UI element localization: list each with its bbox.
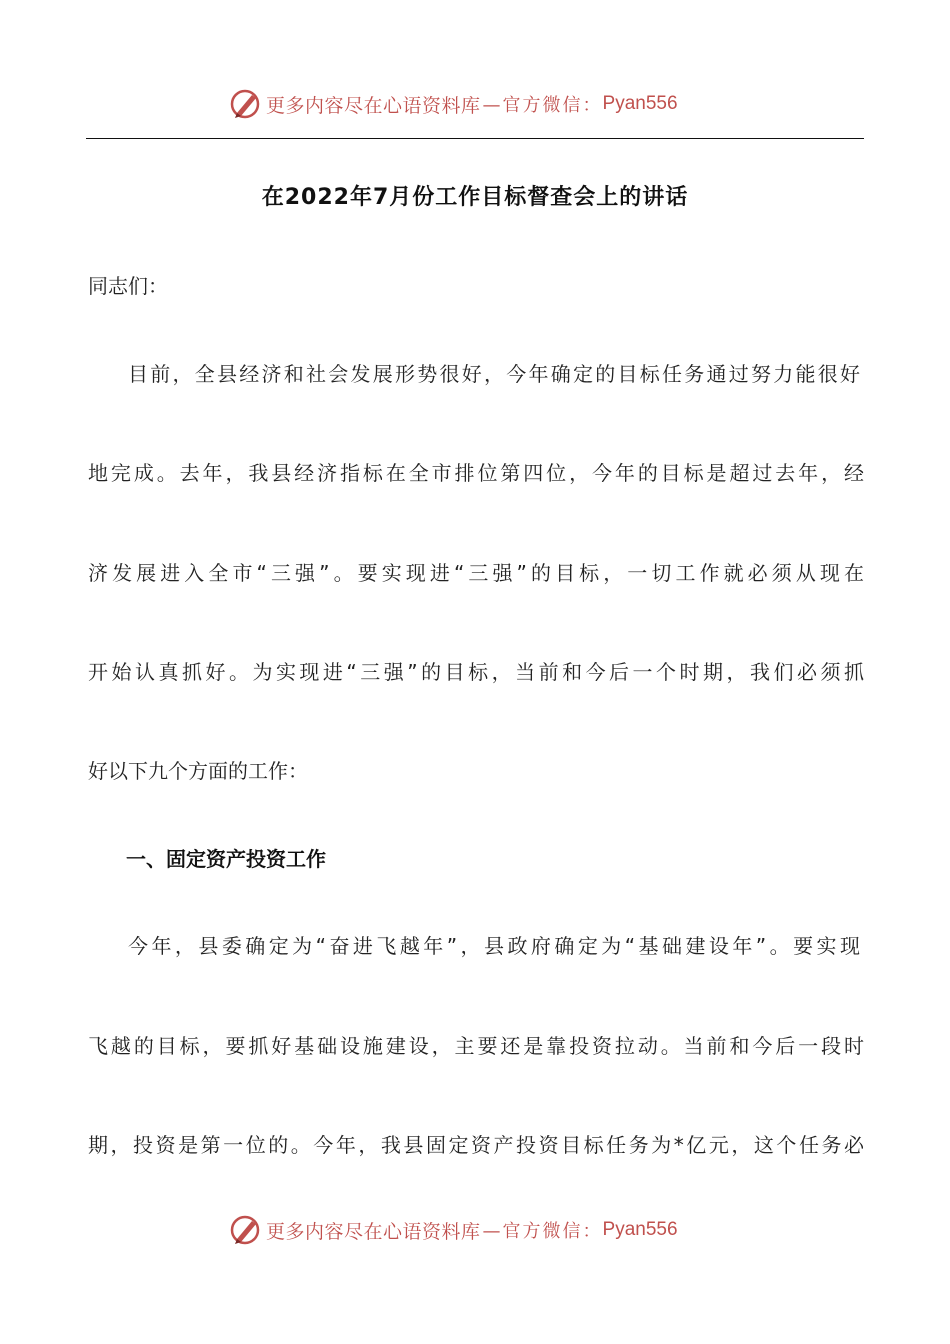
paragraph-line: 济发展进入全市“三强”。要实现进“三强”的目标，一切工作就必须从现在	[88, 561, 864, 585]
paragraph-line: 开始认真抓好。为实现进“三强”的目标，当前和今后一个时期，我们必须抓	[88, 660, 864, 684]
watermark-subtext: —官方微信：	[482, 95, 603, 116]
paragraph-line: 地完成。去年，我县经济指标在全市排位第四位，今年的目标是超过去年，经	[88, 461, 864, 485]
paragraph-line: 今年，县委确定为“奋进飞越年”，县政府确定为“基础建设年”。要实现	[128, 934, 860, 958]
paragraph-line: 飞越的目标，要抓好基础设施建设，主要还是靠投资拉动。当前和今后一段时	[88, 1034, 864, 1058]
watermark-text: 更多内容尽在心语资料库	[266, 94, 481, 117]
salutation: 同志们：	[88, 274, 168, 298]
document-title: 在2022年7月份工作目标督查会上的讲话	[261, 185, 689, 210]
footer-watermark	[228, 1210, 748, 1250]
pen-logo-icon	[228, 1213, 262, 1247]
paragraph-line: 好以下九个方面的工作：	[88, 759, 308, 783]
paragraph-line: 目前，全县经济和社会发展形势很好，今年确定的目标任务通过努力能很好	[128, 362, 860, 386]
header-watermark	[228, 84, 748, 124]
pen-logo-icon	[228, 87, 262, 121]
watermark-text: 更多内容尽在心语资料库	[266, 1220, 481, 1243]
watermark-subtext: —官方微信：	[482, 1221, 603, 1242]
header-divider	[86, 138, 864, 139]
watermark-id: Pyan556	[602, 93, 678, 114]
paragraph-line: 期，投资是第一位的。今年，我县固定资产投资目标任务为*亿元，这个任务必	[88, 1133, 864, 1157]
watermark-id: Pyan556	[602, 1219, 678, 1240]
section-heading: 一、固定资产投资工作	[126, 847, 326, 871]
